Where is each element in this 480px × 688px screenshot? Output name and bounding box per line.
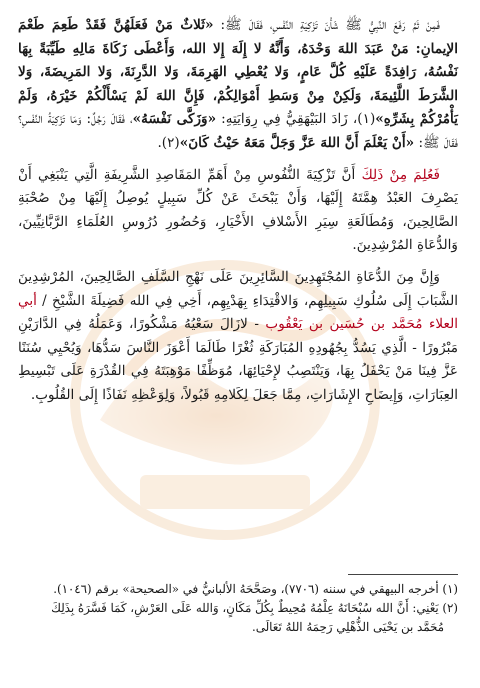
footnote-2-continued: مُحَمَّد بن يَحْيَى الذُّهْلِي رَحِمَهُ اللهُ تَعَالَى.	[251, 620, 444, 634]
page-content	[18, 14, 458, 678]
answer-text: «أَنْ يَعْلَمَ أَنَّ اللهَ عَزَّ وَجَلَّ مَعَهُ حَيْثُ كَانَ»	[179, 134, 415, 151]
footnote-2: (٢) يَعْنِي: أَنَّ الله سُبْحَانَهُ عِلْمُهُ مُحِيطٌ بِكُلِّ مَكَانٍ، وَالله عَلَى العَرْشِ، كَمَا فَسَّرَهُ بِذَلِكَ	[51, 601, 458, 615]
footnote-1: (١) أخرجه البيهقي في سننه (٧٧٠٦)، وصَحَّحَهُ الألبانيُّ في «الصحيحة» برقم (١٠٤٦).	[53, 582, 458, 596]
paragraph-praise	[18, 266, 458, 408]
paragraph-conclusion	[18, 164, 458, 258]
footnotes	[20, 580, 458, 637]
footnote-ref-1: (١)، زَادَ البَيْهَقِيُّ فِي رِوَايَتِهِ:	[216, 111, 376, 128]
conclusion-body: أَنَّ تَزْكِيَةَ النُّفُوسِ مِنْ أَهَمِّ المَقَاصِدِ الشَّرِيفَةِ الَّتِي يَنْبَغِي أَنْ يَصْرِفَ العَبْدُ هِمَّتَهُ إِلَيْهَا، وَأَنْ يَبْحَثَ عَنْ كُلِّ سَبِيلٍ يُوصِلُ إِلَيْهَا مِنْ صُحْبَةِ الصَّالِحِينَ، وَمُطَالَعَةِ سِيَرِ الأَسْلافِ الأَخْيَارِ، وَحُضُورِ دُرُوسِ العُلَمَاءِ الرَّبَّانِيِّينَ، وَالدُّعَاةِ المُرْشِدِينَ.	[18, 166, 458, 254]
footnote-separator	[348, 574, 458, 575]
footnote-ref-2: (٢).	[157, 134, 180, 151]
praise-body: - لازَالَ سَعْيُهُ مَشْكُورًا، وَعَمَلُهُ فِي الدَّارَيْنِ مَبْرُورًا - الَّذِي يَسُدُّ بِجُهُودِهِ المُبَارَكَةِ ثُغْرًا طَالَمَا أَعْوَزَ النَّاسَ سَدُّهَا، وَيُحْيِي سُنَنًا عَزَّ فِينَا مَنْ يَحْفَلُ بِهَا، وَيَنْتَصِبُ لإِحْيَائِهَا، مُوَظِّفًا مَوْهِبَتَهُ فِي القُدْرَةِ عَلَى تَبْسِيطِ العِبَارَاتِ، وَإِيضَاحِ الإِشَارَاتِ، مِمَّا جَعَلَ لِكَلامِهِ قَبُولاً، وَلِوَعْظِهِ نَفَاذًا إِلَى القُلُوبِ.	[18, 316, 458, 403]
sheikh-name: أبي العلاء مُحَمَّد بن حُسَين بن يَعْقُوب	[18, 292, 458, 333]
hadith-intro: فَمِنْ ثَمَّ رَفَعَ النَّبِيُّ ﷺ شَأْنَ تَزْكِيَةِ النَّفْسِ، فَقَالَ ﷺ:	[213, 17, 440, 33]
question-text: ، فَقَالَ رَجُلٌ: وَمَا تَزْكِيَةُ النَّفْسِ؟ فَقَالَ ﷺ:	[18, 111, 458, 151]
praise-intro: وَإِنَّ مِنَ الدُّعَاةِ المُجْتَهِدِينَ السَّائِرِينَ عَلَى نَهْجِ السَّلَفِ الصَّالِحِينَ، المُرْشِدِينَ الشَّبَابَ إِلَى سُلُوكِ سَبِيلِهِم، وَالاقْتِدَاءِ بِهَدْيِهِم، أَخِي فِي الله فَضِيلَةَ الشَّيْخِ /	[18, 268, 458, 309]
paragraph-hadith	[18, 14, 458, 156]
conclusion-lead: فَعُلِمَ مِنْ ذَلِكَ	[361, 166, 440, 183]
bayhaqi-addition: «وَزَكَّى نَفْسَهُ»	[132, 111, 217, 128]
hadith-text: «ثَلاثٌ مَنْ فَعَلَهُنَّ فَقَدْ طَعِمَ طَعْمَ الإيمانِ: مَنْ عَبَدَ اللهَ وَحْدَهُ، وَأَنَّهُ لا إِلَهَ إِلا الله، وَأَعْطَى زَكَاةَ مَالِهِ طَيِّبَةً بِهَا نَفْسُهُ، رَافِدَةً عَلَيْهِ كُلَّ عَامٍ، وَلا يُعْطِي الهَرِمَةَ، وَلا الدَّرِنَةَ، وَلا المَرِيضَةَ، وَلا الشَّرَطَ اللَّئِيمَةَ، وَلَكِنْ مِنْ وَسَطِ أَمْوَالِكُمْ، فَإِنَّ اللهَ لَمْ يَسْأَلْكُمْ خَيْرَهُ، وَلَمْ يَأْمُرْكُمْ بِشَرِّهِ»	[18, 17, 458, 128]
